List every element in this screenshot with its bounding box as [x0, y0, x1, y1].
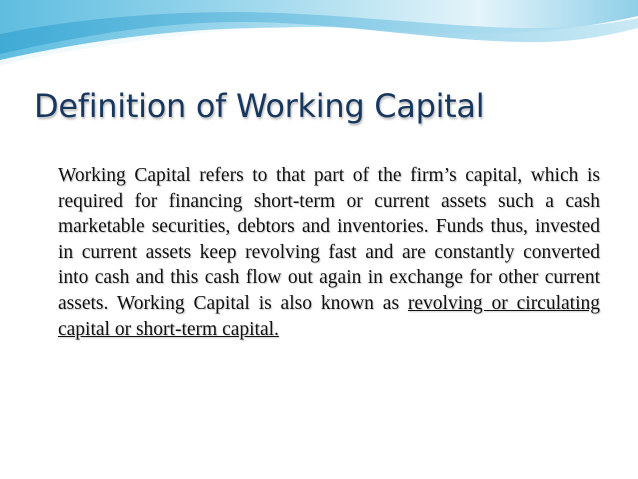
definition-text: Working Capital refers to that part of the firm’s capital, which is required for financing short-term or current assets such a cash marketable securities, debtors and inventories. Funds thus, invested in current assets keep revolving fast and are constantly converted into cash and this cash flow out again in exchange for other current assets. Working Capital is also known as	[58, 165, 600, 314]
definition-paragraph	[58, 163, 600, 342]
slide-title: Definition of Working Capital	[34, 87, 485, 125]
definition-underlined-terms: revolving or circulating capital or short-term capital.	[58, 292, 600, 340]
wave-banner-decoration	[0, 0, 638, 80]
